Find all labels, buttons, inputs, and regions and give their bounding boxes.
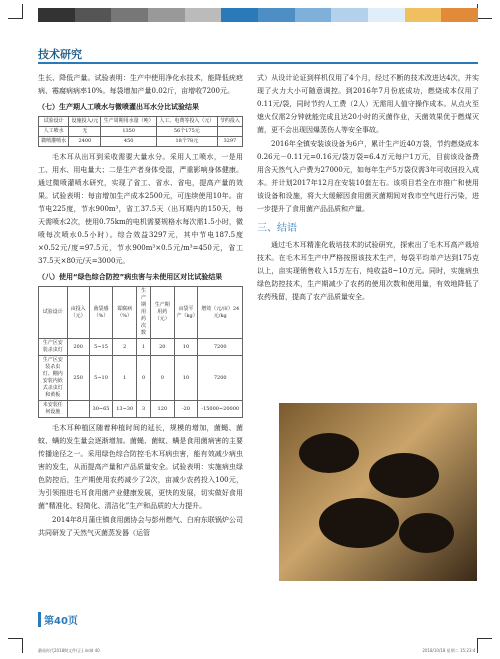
paragraph: 生长、降低产量。试验表明：生产中使用净化水技术，能降低疣疤病、霉腐病病率10%。每袋增加产量0.02斤，亩增收7200元。 xyxy=(38,74,243,95)
mushroom-shape xyxy=(369,453,439,498)
table-cell: 5~10 xyxy=(89,356,113,401)
table-header-cell: 亩投入（元） xyxy=(67,287,89,339)
crop-mark-top-left xyxy=(8,4,23,19)
color-swatch xyxy=(75,8,112,22)
color-swatch xyxy=(185,8,222,22)
table-header-cell: 生产期用药（元） xyxy=(151,287,174,339)
table-cell: 13~30 xyxy=(113,401,137,418)
mushroom-shape xyxy=(319,498,399,548)
crop-mark-bottom-right xyxy=(477,638,492,653)
table-cell: 无 xyxy=(69,127,101,137)
table-header-cell: 试验设计 xyxy=(39,287,68,339)
color-swatch xyxy=(368,8,405,22)
wood-ear-mushroom-photo xyxy=(279,403,477,581)
section-heading: 三、结语 xyxy=(257,223,297,234)
color-swatch xyxy=(295,8,332,22)
table-cell: 30~65 xyxy=(89,401,113,418)
table-cell: 10 xyxy=(174,339,198,356)
paragraph: 式）从设计论证到样机仅用了4个月，经过不断的技术改进达4次，并实现了火力大小可随意调控。到2016年7月份底成功，燃烧成本仅用了0.11元/袋，同时节约人工费（2人）无需用人值守操作成本。从点火至熄火仅需2分钟就能完成且达20小时的灭菌作业，天菌效果优于燃煤灭菌，更不会出现因爆蒸伤人等安全事故。 xyxy=(257,74,479,134)
table-cell: 450 xyxy=(101,137,157,147)
paragraph: 毛木耳从出耳到采收需要大量水分。采用人工喷水，一是用工、用水、用电量大；二是生产者身体受湿，严重影响身体健康。通过微喷灌喷水研究，实现了省工、省水、省电，提高产量的效果。试验表明：每亩增加生产成本2500元，可连续使用10年。亩节电225度，节水900m³，省工37.5天（出耳期内的150天，每天需喷水2次，使用0.75km的电机需要规格水每次需1.5小时，微喷每次喷水0.5小时）。综合效益3297元，其中节电187.5度×0.52元/度=97.5元，节水900m³×0.5元/m³=450元，省工37.5天×80元/天=3000元。 xyxy=(38,153,243,265)
table-cell: 200 xyxy=(67,339,89,356)
color-swatch xyxy=(405,8,442,22)
table-row xyxy=(39,137,243,147)
table-cell: 生产区安装杀虫灯 xyxy=(39,339,68,356)
table-cell: 微喷灌喷水 xyxy=(39,137,69,147)
color-swatch xyxy=(441,8,478,22)
mushroom-shape xyxy=(399,513,454,553)
table-cell: -20 xyxy=(174,401,198,418)
subheading: （七）生产期人工喷水与微喷灌出耳水分比试验结果 xyxy=(38,103,199,111)
table-header-cell: 霉腐病（%） xyxy=(113,287,137,339)
table-cell: 120 xyxy=(151,401,174,418)
table-cell: 7200 xyxy=(198,339,243,356)
table-header-cell: 人工、电费等投入（元） xyxy=(157,117,218,127)
paragraph: 2016年全镇安装该设备为6户，累计生产近40万袋，节约燃烧成本0.26元－0.11元=0.16元/袋万袋=6.4万元每户1万元，目前该设备费用含天然气入户费为27000元，如每年生产5万袋仅需3年可收回投入成本。并计划2017年12月在安装10套左右。该项目若全在市推广和使用该设备和设施，将大大缓解因食用菌灭菌期间对我市空气进行污染，进一步提升了食用菌产品品质和产量。 xyxy=(257,140,479,213)
section-title: 技术研究 xyxy=(38,48,82,61)
table-header-cell: 生产期用药次数 xyxy=(137,287,151,339)
table-cell: 2400 xyxy=(69,137,101,147)
color-calibration-bar xyxy=(38,8,478,22)
table-header-cell: 菌袋感（%） xyxy=(89,287,113,339)
pest-control-table xyxy=(38,286,243,418)
table-header-cell: 试验设计 xyxy=(39,117,69,127)
table-cell: 1350 xyxy=(101,127,157,137)
table-cell: 5~15 xyxy=(89,339,113,356)
color-swatch xyxy=(221,8,258,22)
water-comparison-table xyxy=(38,116,243,147)
crop-mark-top-right xyxy=(477,4,492,19)
table-header-cell: 生产周期用水量（吨） xyxy=(101,117,157,127)
table-header-cell: 节约投入 xyxy=(217,117,242,127)
table-row xyxy=(39,356,243,401)
table-header-cell: 亩袋平产（kg） xyxy=(174,287,198,339)
crop-mark-bottom-left xyxy=(8,638,23,653)
table-cell: 3297 xyxy=(217,137,242,147)
table-cell: 20 xyxy=(151,339,174,356)
table-cell: 2 xyxy=(113,339,137,356)
right-column xyxy=(257,72,479,305)
table-cell: 250 xyxy=(67,356,89,401)
footer-timestamp: 2018/10/18 星期二 15:23:4 | xyxy=(422,648,478,653)
table-cell: 56个175元 xyxy=(157,127,218,137)
table-cell: 1 xyxy=(113,356,137,401)
table-header-cell: 增效（元/亩）24元/kg xyxy=(198,287,243,339)
color-swatch xyxy=(111,8,148,22)
table-cell xyxy=(217,127,242,137)
table-cell: 1 xyxy=(137,339,151,356)
table-cell: 生产区安装杀虫灯、棚内安装内嵌式杀虫灯和黄板 xyxy=(39,356,68,401)
subheading: （八）使用“绿色综合防控”病虫害与未使用区对比试验结果 xyxy=(38,273,223,281)
table-row xyxy=(39,339,243,356)
footer-file-info: 蘑菇时代2018期文件(正).indd 40 xyxy=(38,648,100,653)
table-header-cell: 设施投入/元 xyxy=(69,117,101,127)
table-cell: 10 xyxy=(174,356,198,401)
left-column xyxy=(38,72,243,541)
table-cell: 18个78元 xyxy=(157,137,218,147)
page-number: 第40页 xyxy=(38,612,78,627)
header-rule xyxy=(38,62,478,64)
color-swatch xyxy=(258,8,295,22)
color-swatch xyxy=(331,8,368,22)
table-cell: 3 xyxy=(137,401,151,418)
mushroom-shape xyxy=(299,433,359,473)
table-row xyxy=(39,401,243,418)
table-cell: 7200 xyxy=(198,356,243,401)
paragraph: 2014年8月蒲庄镇食用菌协会与彭州燃气、白府东联锅炉公司共同研发了天然气灭菌蒸发器（运管 xyxy=(38,516,243,537)
color-swatch xyxy=(148,8,185,22)
table-row xyxy=(39,127,243,137)
table-cell: 人工喷水 xyxy=(39,127,69,137)
table-cell: 0 xyxy=(137,356,151,401)
paragraph: 毛木耳种植区随着种植时间的延长，规模的增加，菌蝇、菌蚊、螨的发生量会逐渐增加。菌蝇、菌蚊、螨是食用菌病害的主要传播途径之一。采用绿色综合防控毛木耳病虫害，能有效减少病虫害的发生，从而提高产量和产品质量安全。试验表明：实施病虫绿色防控后，生产期使用农药减少了2次，亩减少农药投入100元，为引领推进毛耳食用菌产业健康发展，更快的发展，切实做好食用菌“精准化、轻简化、清洁化”生产和品质的大力提升。 xyxy=(38,424,243,510)
page-header xyxy=(38,24,478,64)
table-cell: 未安装任何设施 xyxy=(39,401,68,418)
table-cell xyxy=(67,401,89,418)
table-cell: -15000~20000 xyxy=(198,401,243,418)
table-cell: 0 xyxy=(151,356,174,401)
color-swatch xyxy=(38,8,75,22)
paragraph: 通过毛木耳精准化栽培技术的试验研究，探索出了毛木耳高产栽培技术。在毛木耳生产中严格按照该技术生产，每袋平均单产达到175克以上，亩实现销售收入15万左右，纯收益8~10万元。同时，实施病虫绿色防控技术，生产期减少了农药的使用次数和使用量，有效地降低了农药残留，提高了农产品质量安全。 xyxy=(257,241,479,301)
